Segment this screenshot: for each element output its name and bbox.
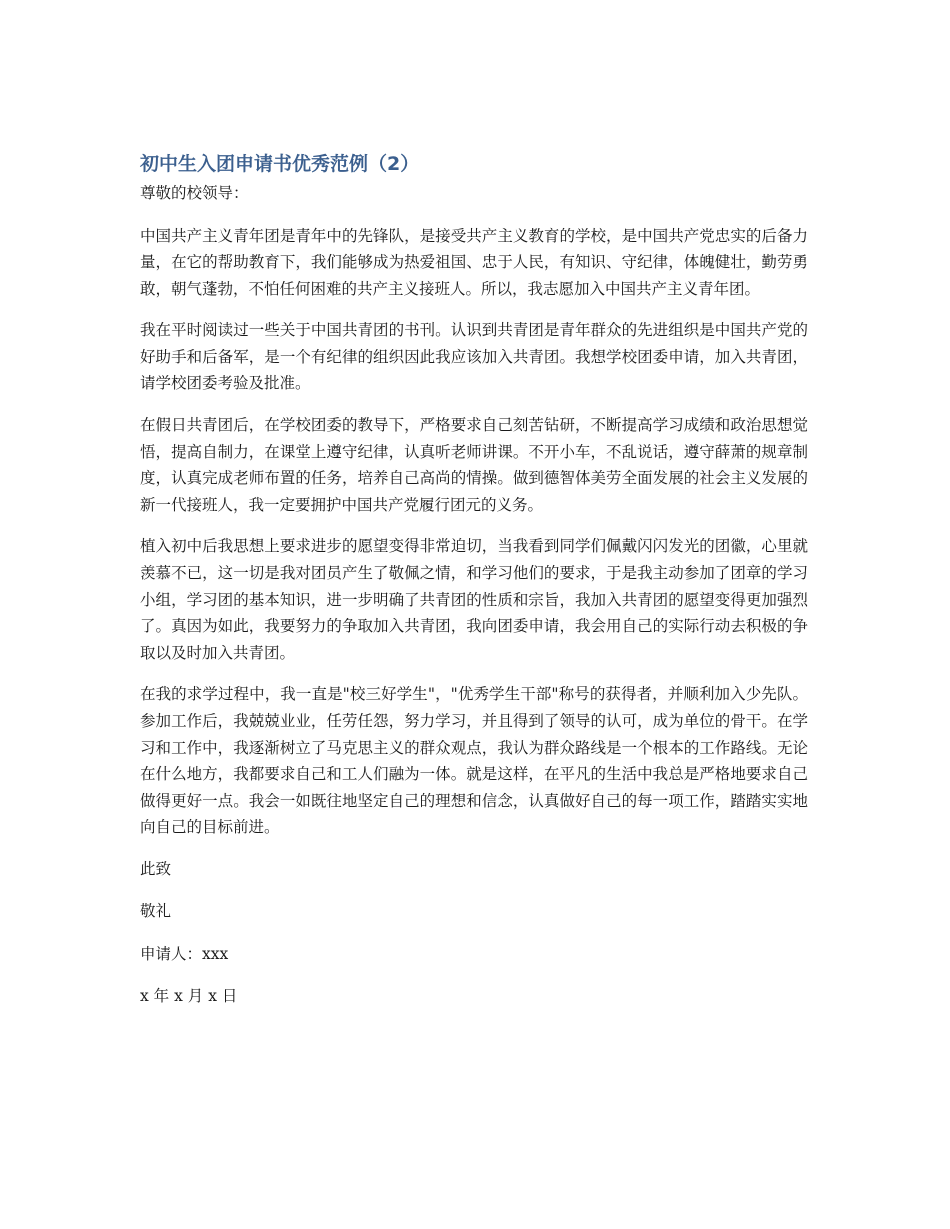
applicant-signature: 申请人：xxx [140, 944, 229, 963]
body-paragraph: 中国共产主义青年团是青年中的先锋队，是接受共产主义教育的学校，是中国共产党忠实的后备力量，在它的帮助教育下，我们能够成为热爱祖国、忠于人民，有知识、守纪律，体魄健壮，勤劳勇敢，朝气蓬勃，不怕任何困难的共产主义接班人。所以，我志愿加入中国共产主义青年团。 [140, 226, 808, 298]
closing-salutation: 此致 [140, 859, 172, 878]
document-page [140, 148, 808, 1026]
greeting: 尊敬的校领导： [140, 184, 249, 202]
application-date: x 年 x 月 x 日 [140, 987, 238, 1006]
document-title: 初中生入团申请书优秀范例（2） [140, 153, 420, 175]
body-paragraph: 在我的求学过程中，我一直是"校三好学生"，"优秀学生干部"称号的获得者，并顺利加入少先队。参加工作后，我兢兢业业，任劳任怨，努力学习，并且得到了领导的认可，成为单位的骨干。在学习和工作中，我逐渐树立了马克思主义的群众观点，我认为群众路线是一个根本的工作路线。无论在什么地方，我都要求自己和工人们融为一体。就是这样，在平凡的生活中我总是严格地要求自己做得更好一点。我会一如既往地坚定自己的理想和信念，认真做好自己的每一项工作，踏踏实实地向自己的目标前进。 [140, 685, 808, 837]
body-paragraph: 植入初中后我思想上要求进步的愿望变得非常迫切，当我看到同学们佩戴闪闪发光的团徽，心里就羡慕不已，这一切是我对团员产生了敬佩之情，和学习他们的要求，于是我主动参加了团章的学习小组，学习团的基本知识，进一步明确了共青团的性质和宗旨，我加入共青团的愿望变得更加强烈了。真因为如此，我要努力的争取加入共青团，我向团委申请，我会用自己的实际行动去积极的争取以及时加入共青团。 [140, 537, 808, 662]
body-paragraph: 我在平时阅读过一些关于中国共青团的书刊。认识到共青团是青年群众的先进组织是中国共产党的好助手和后备军，是一个有纪律的组织因此我应该加入共青团。我想学校团委申请，加入共青团，请学校团委考验及批准。 [140, 321, 808, 393]
body-paragraph: 在假日共青团后，在学校团委的教导下，严格要求自己刻苦钻研，不断提高学习成绩和政治思想觉悟，提高自制力，在课堂上遵守纪律，认真听老师讲课。不开小车，不乱说话，遵守薛萧的规章制度，认真完成老师布置的任务，培养自己高尚的情操。做到德智体美劳全面发展的社会主义发展的新一代接班人，我一定要拥护中国共产党履行团元的义务。 [140, 416, 808, 514]
closing-regards: 敬礼 [140, 902, 172, 921]
